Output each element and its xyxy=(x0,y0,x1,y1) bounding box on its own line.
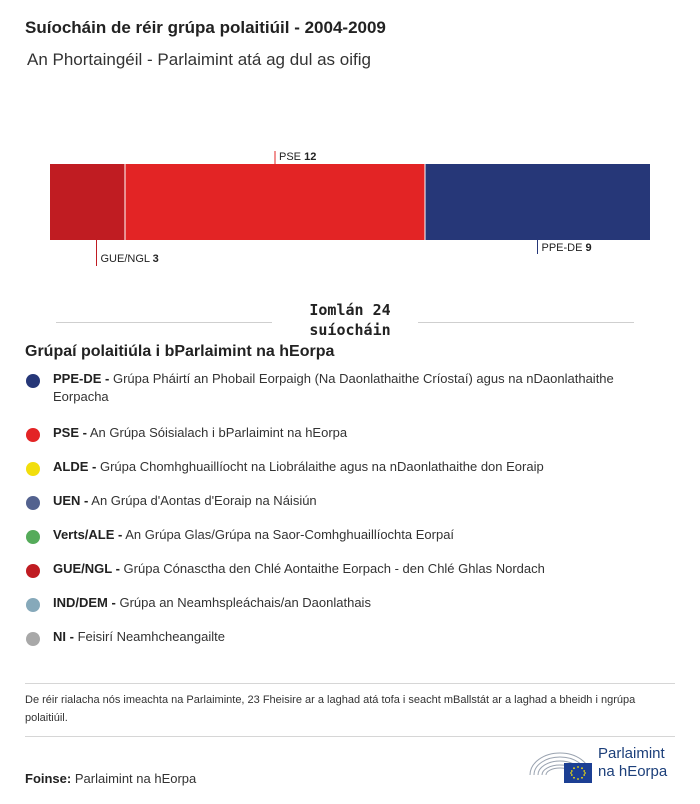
legend-text xyxy=(53,424,663,442)
bar-segment-pse xyxy=(125,164,425,240)
legend-swatch xyxy=(26,564,40,578)
legend-abbr: PPE-DE - xyxy=(53,371,110,386)
bar-segment-gue-ngl xyxy=(50,164,125,240)
source-value: Parlaimint na hEorpa xyxy=(74,771,197,786)
legend-swatch xyxy=(26,598,40,612)
legend-swatch xyxy=(26,374,40,388)
legend-abbr: PSE - xyxy=(53,425,87,440)
legend-text xyxy=(53,458,663,476)
legend-description: Grúpa an Neamhspleáchais/an Daonlathais xyxy=(115,595,371,610)
data-label: PPE-DE 9 xyxy=(541,242,592,254)
legend-description: An Grúpa Glas/Grúpa na Saor-Comhghuaillíochta Eorpaí xyxy=(122,527,455,542)
legend-abbr: IND/DEM - xyxy=(53,595,116,610)
legend-title: Grúpaí polaitiúla i bParlaimint na hEorpa xyxy=(25,343,335,360)
logo-line2: na hEorpa xyxy=(598,763,668,780)
legend-text xyxy=(53,526,663,544)
legend-description: Grúpa Pháirtí an Phobail Eorpaigh (Na Daonlathaithe Críostaí) agus na nDaonlathaithe Eorpacha xyxy=(53,371,614,404)
legend-text xyxy=(53,560,663,578)
total-divider-left xyxy=(56,322,272,323)
legend-description: Grúpa Cónasctha den Chlé Aontaithe Eorpach - den Chlé Ghlas Nordach xyxy=(119,561,545,576)
data-label: PSE 12 xyxy=(279,151,317,163)
total-unit: suíocháin xyxy=(309,321,391,339)
chart-subtitle: An Phortaingéil - Parlaimint atá ag dul as oifig xyxy=(27,50,371,69)
legend-swatch xyxy=(26,462,40,476)
legend-swatch xyxy=(26,632,40,646)
legend-text xyxy=(53,492,663,510)
total-count: Iomlán 24 xyxy=(309,301,391,319)
legend-description: An Grúpa Sóisialach i bParlaimint na hEorpa xyxy=(86,425,348,440)
logo-line1: Parlaimint xyxy=(598,745,665,762)
chart-title: Suíocháin de réir grúpa polaitiúil - 2004-2009 xyxy=(25,18,386,37)
legend-description: An Grúpa d'Aontas d'Eoraip na Náisiún xyxy=(88,493,317,508)
legend-abbr: ALDE - xyxy=(53,459,97,474)
legend-swatch xyxy=(26,428,40,442)
bar-segment-ppe-de xyxy=(425,164,650,240)
legend-description: Feisirí Neamhcheangailte xyxy=(73,629,225,644)
data-label: GUE/NGL 3 xyxy=(100,253,159,265)
total-label xyxy=(280,300,420,340)
legend-description: Grúpa Chomhghuaillíocht na Liobrálaithe agus na nDaonlathaithe don Eoraip xyxy=(96,459,544,474)
total-seats xyxy=(0,300,700,344)
source xyxy=(25,771,196,786)
legend-swatch xyxy=(26,530,40,544)
legend-abbr: UEN - xyxy=(53,493,89,508)
parliament-hemicycle-icon xyxy=(528,745,594,785)
legend-swatch xyxy=(26,496,40,510)
legend-text xyxy=(53,628,663,646)
legend-text xyxy=(53,594,663,612)
legend-abbr: GUE/NGL - xyxy=(53,561,120,576)
source-label: Foinse: xyxy=(25,771,72,786)
logo-text xyxy=(598,745,667,781)
legend-abbr: Verts/ALE - xyxy=(53,527,123,542)
legend-abbr: NI - xyxy=(53,629,74,644)
legend-text xyxy=(53,370,663,406)
divider xyxy=(25,683,675,684)
divider xyxy=(25,736,675,737)
footnote: De réir rialacha nós imeachta na Parlaiminte, 23 Fheisire ar a laghad atá tofa i seacht mBallstát ar a laghad a bheidh i ngrúpa polaitiúil. xyxy=(25,694,636,724)
eu-flag-icon xyxy=(564,763,592,783)
european-parliament-logo xyxy=(528,745,688,785)
total-divider-right xyxy=(418,322,634,323)
